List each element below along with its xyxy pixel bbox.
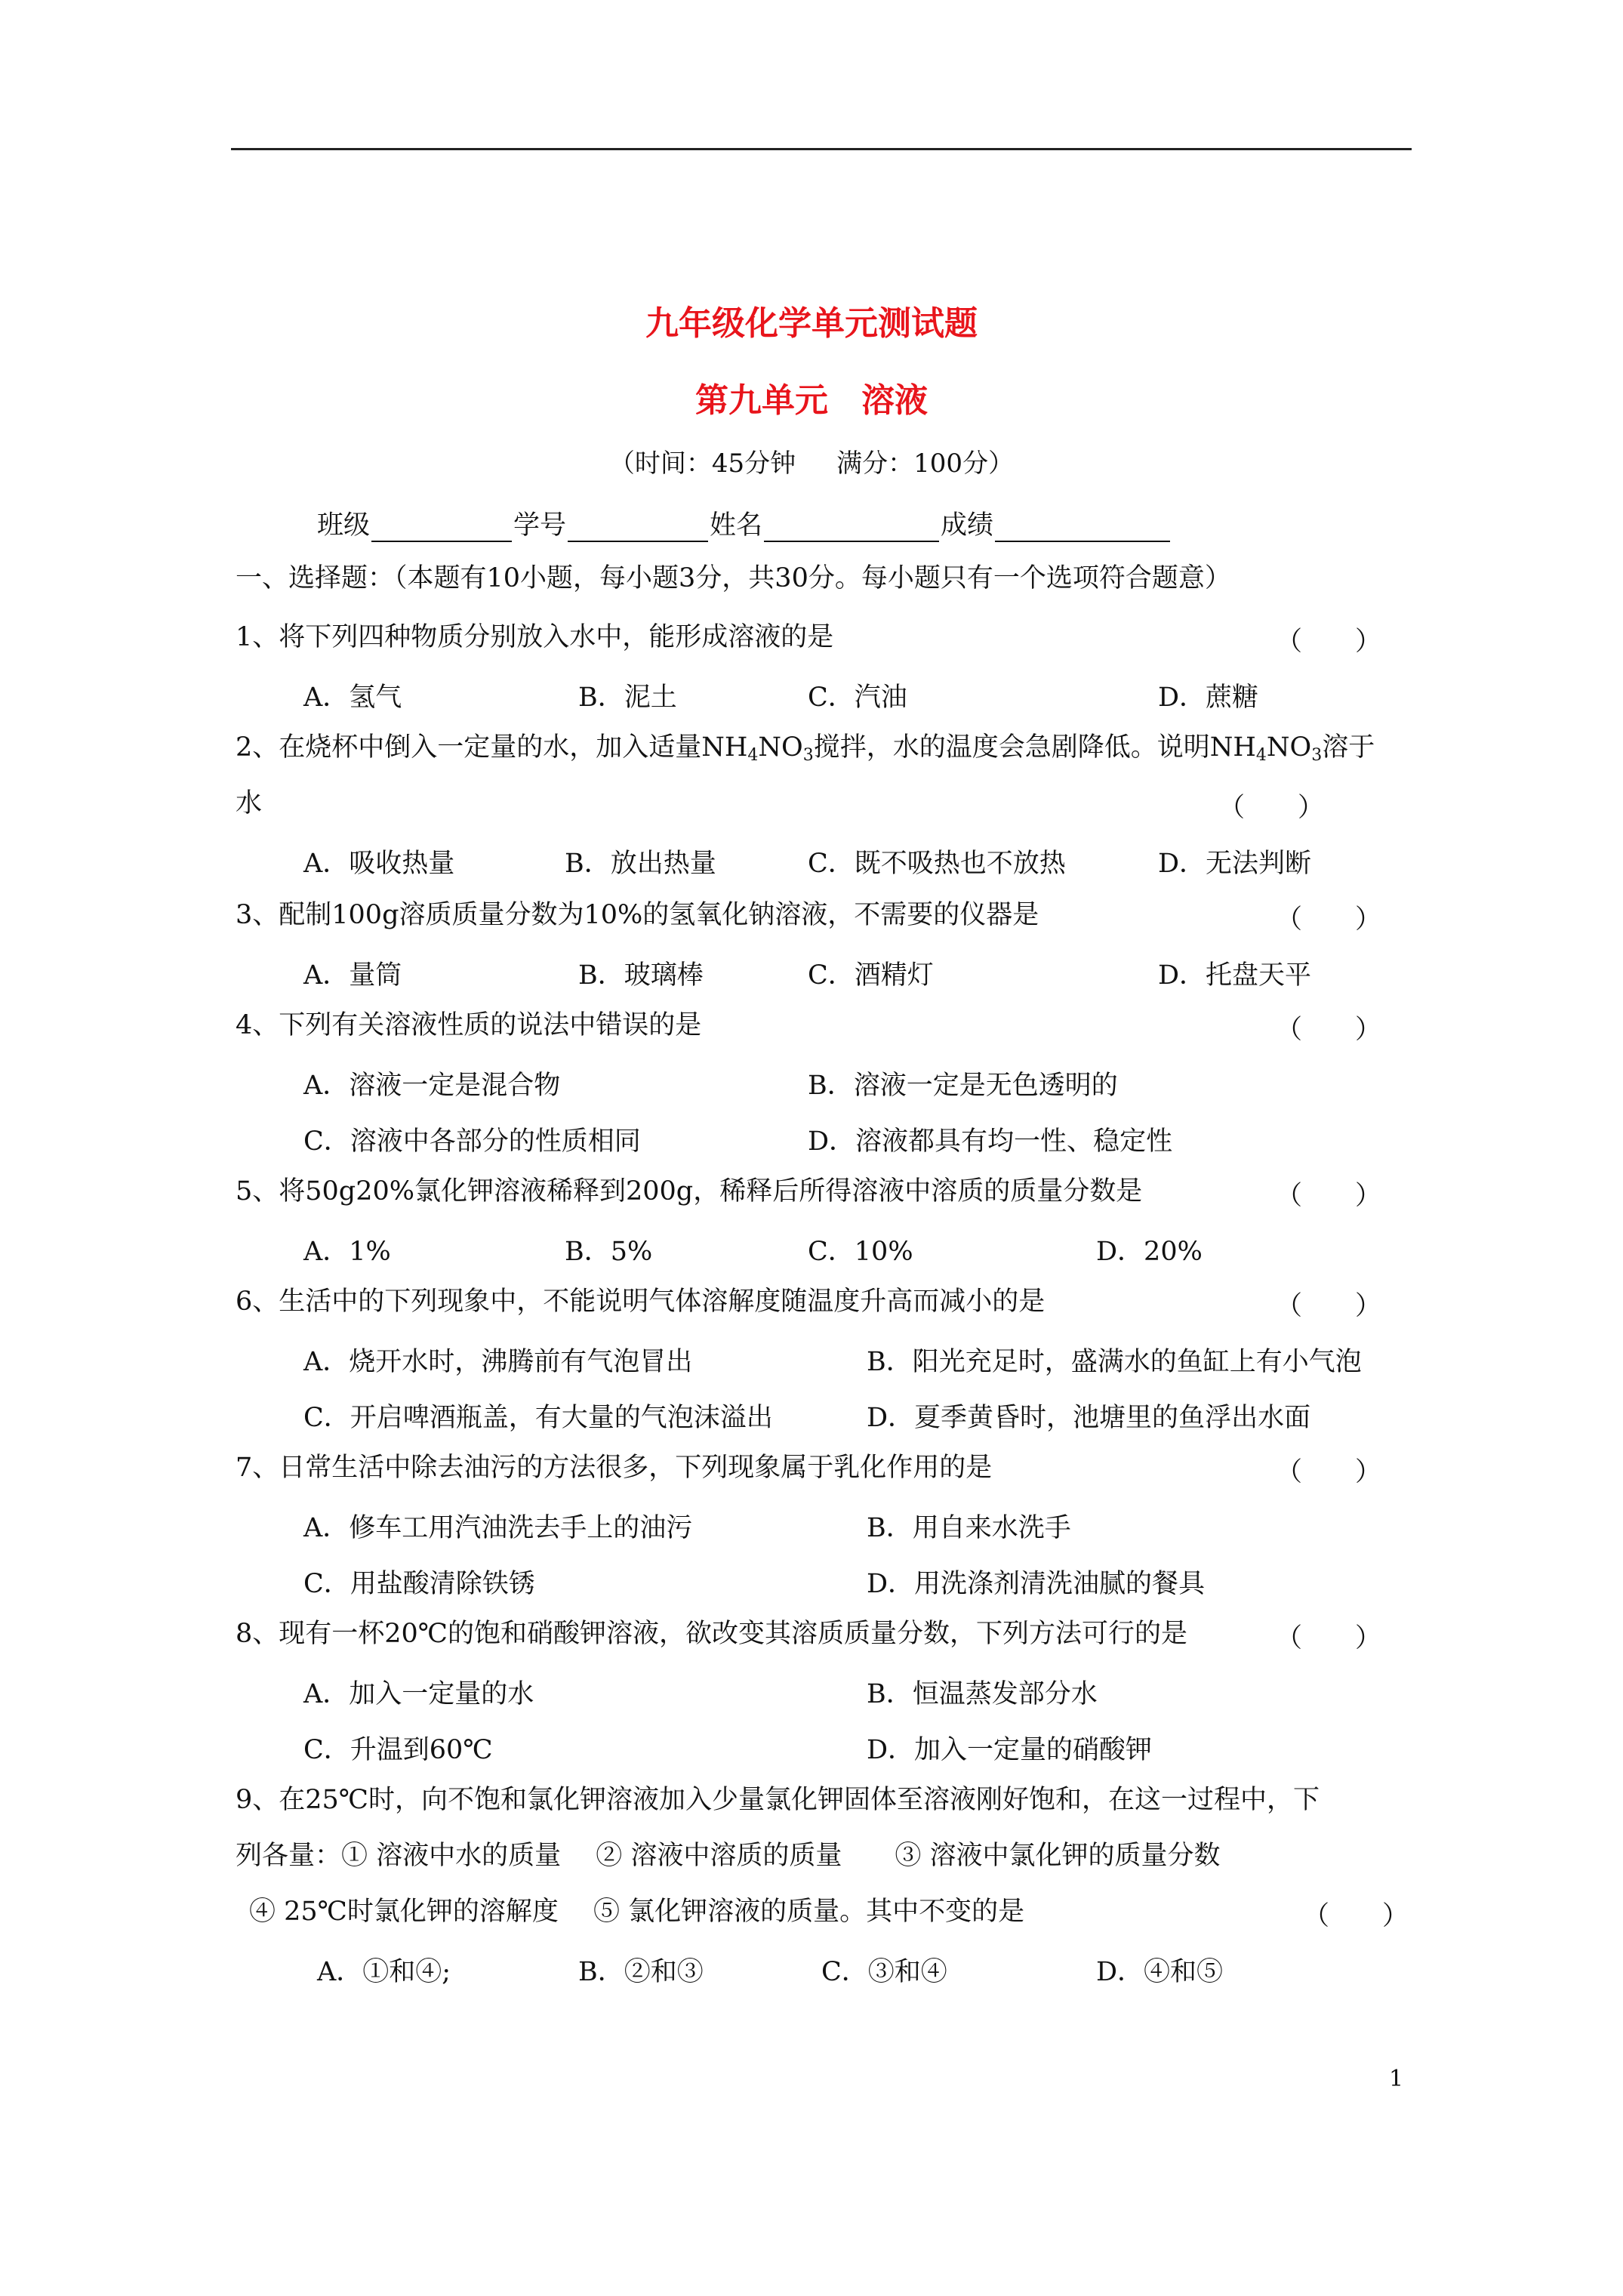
question-2-stem-cont: 水 xyxy=(236,788,263,818)
question-9-stem-line-3: ④ 25℃时氯化钾的溶解度 ⑤ 氯化钾溶液的质量。其中不变的是 xyxy=(249,1897,1025,1927)
number-label: 学号 xyxy=(513,510,567,541)
question-7-stem: 7、日常生活中除去油污的方法很多，下列现象属于乳化作用的是 xyxy=(236,1453,993,1483)
question-3-option-d: D．托盘天平 xyxy=(1158,960,1312,991)
question-3-answer-paren[interactable]: （ ） xyxy=(1276,905,1382,935)
question-7-answer-paren[interactable]: （ ） xyxy=(1276,1457,1382,1487)
name-label: 姓名 xyxy=(710,510,763,541)
question-2-answer-paren[interactable]: （ ） xyxy=(1218,793,1325,823)
exam-meta xyxy=(0,442,1623,479)
question-8-stem: 8、现有一杯20℃的饱和硝酸钾溶液，欲改变其溶质质量分数，下列方法可行的是 xyxy=(236,1619,1187,1649)
question-8-answer-paren[interactable]: （ ） xyxy=(1276,1623,1382,1653)
question-5-option-d: D．20% xyxy=(1096,1237,1203,1267)
header-rule xyxy=(231,148,1412,150)
question-1-option-a: A．氢气 xyxy=(303,683,402,713)
class-label: 班级 xyxy=(317,510,371,541)
question-5-option-c: C．10% xyxy=(808,1237,913,1267)
grade-label: 成绩 xyxy=(941,510,994,541)
question-7-option-d: D．用洗涤剂清洗油腻的餐具 xyxy=(867,1569,1206,1599)
question-8-option-d: D．加入一定量的硝酸钾 xyxy=(867,1735,1153,1765)
unit-topic: 溶液 xyxy=(861,381,928,420)
question-1-option-d: D．蔗糖 xyxy=(1158,683,1259,713)
question-1-stem: 1、将下列四种物质分别放入水中，能形成溶液的是 xyxy=(236,622,834,652)
question-6-option-b: B．阳光充足时，盛满水的鱼缸上有小气泡 xyxy=(867,1347,1362,1377)
question-5-option-b: B．5% xyxy=(565,1237,653,1267)
question-6-option-d: D．夏季黄昏时，池塘里的鱼浮出水面 xyxy=(867,1403,1311,1433)
question-1-option-b: B．泥土 xyxy=(578,683,677,713)
question-5-stem: 5、将50g20%氯化钾溶液稀释到200g，稀释后所得溶液中溶质的质量分数是 xyxy=(236,1176,1143,1207)
grade-field[interactable] xyxy=(995,515,1170,542)
question-3-option-c: C．酒精灯 xyxy=(808,960,934,991)
question-7-option-b: B．用自来水洗手 xyxy=(867,1513,1071,1543)
question-8-option-a: A．加入一定量的水 xyxy=(303,1679,534,1709)
question-2-stem: 2、在烧杯中倒入一定量的水，加入适量$NH_4NO_3$搅拌，水的温度会急剧降低。说明$NH_4NO_3$溶于 xyxy=(236,732,1375,765)
question-9-answer-paren[interactable]: （ ） xyxy=(1303,1901,1409,1931)
question-5-option-a: A．1% xyxy=(303,1237,391,1267)
question-4-answer-paren[interactable]: （ ） xyxy=(1276,1015,1382,1045)
time-limit: （时间：45分钟 xyxy=(608,448,796,479)
question-3-option-b: B．玻璃棒 xyxy=(578,960,704,991)
question-1-answer-paren[interactable]: （ ） xyxy=(1276,627,1382,657)
question-9-option-d: D．④和⑤ xyxy=(1096,1957,1224,1987)
question-7-option-c: C．用盐酸清除铁锈 xyxy=(303,1569,535,1599)
question-8-option-b: B．恒温蒸发部分水 xyxy=(867,1679,1098,1709)
question-7-option-a: A．修车工用汽油洗去手上的油污 xyxy=(303,1513,693,1543)
question-4-option-d: D．溶液都具有均一性、稳定性 xyxy=(808,1126,1173,1157)
unit-title xyxy=(0,373,1623,421)
question-3-option-a: A．量筒 xyxy=(303,960,402,991)
question-9-option-b: B．②和③ xyxy=(578,1957,704,1987)
page-number: 1 xyxy=(1389,2066,1404,2092)
question-9-option-a: A．①和④; xyxy=(317,1957,451,1987)
question-4-option-c: C．溶液中各部分的性质相同 xyxy=(303,1126,641,1157)
full-score: 满分：100分） xyxy=(836,448,1015,479)
question-6-option-c: C．开启啤酒瓶盖，有大量的气泡沫溢出 xyxy=(303,1403,773,1433)
question-8-option-c: C．升温到60℃ xyxy=(303,1735,493,1765)
question-2-option-a: A．吸收热量 xyxy=(303,849,455,879)
question-2-option-b: B．放出热量 xyxy=(565,849,716,879)
question-1-option-c: C．汽油 xyxy=(808,683,907,713)
question-2-option-c: C．既不吸热也不放热 xyxy=(808,849,1066,879)
question-2-option-d: D．无法判断 xyxy=(1158,849,1312,879)
question-4-option-a: A．溶液一定是混合物 xyxy=(303,1071,561,1101)
question-6-option-a: A．烧开水时，沸腾前有气泡冒出 xyxy=(303,1347,693,1377)
question-9-stem: 9、在25℃时，向不饱和氯化钾溶液加入少量氯化钾固体至溶液刚好饱和，在这一过程中，下 xyxy=(236,1785,1320,1815)
question-3-stem: 3、配制100g溶质质量分数为10%的氢氧化钠溶液，不需要的仪器是 xyxy=(236,900,1039,930)
question-4-stem: 4、下列有关溶液性质的说法中错误的是 xyxy=(236,1010,702,1040)
number-field[interactable] xyxy=(568,515,708,542)
question-6-answer-paren[interactable]: （ ） xyxy=(1276,1291,1382,1321)
page-title: 九年级化学单元测试题 xyxy=(645,304,978,343)
section-heading: 一、选择题：（本题有10小题，每小题3分，共30分。每小题只有一个选项符合题意） xyxy=(236,563,1231,593)
question-5-answer-paren[interactable]: （ ） xyxy=(1276,1181,1382,1211)
question-9-option-c: C．③和④ xyxy=(821,1957,947,1987)
question-6-stem: 6、生活中的下列现象中，不能说明气体溶解度随温度升高而减小的是 xyxy=(236,1287,1046,1317)
class-field[interactable] xyxy=(371,515,512,542)
question-4-option-b: B．溶液一定是无色透明的 xyxy=(808,1071,1118,1101)
student-info xyxy=(317,504,1172,542)
unit-label: 第九单元 xyxy=(695,381,828,420)
question-9-stem-line-2: 列各量：① 溶液中水的质量 ② 溶液中溶质的质量 ③ 溶液中氯化钾的质量分数 xyxy=(236,1841,1221,1871)
name-field[interactable] xyxy=(764,515,939,542)
